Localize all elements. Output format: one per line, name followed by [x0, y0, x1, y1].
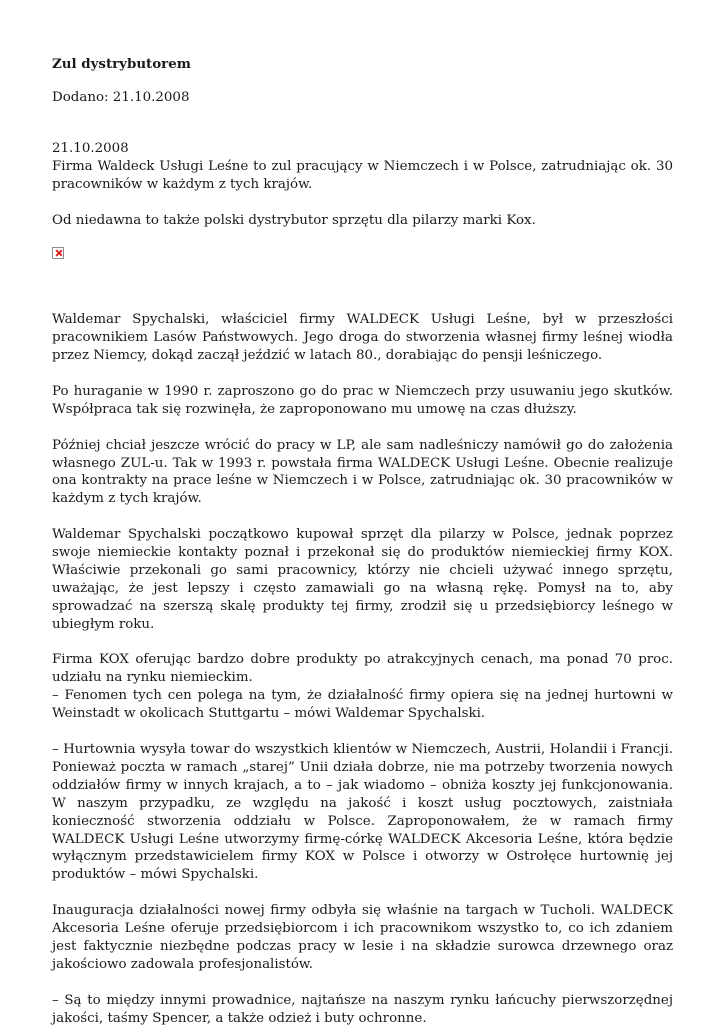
- paragraph: Waldemar Spychalski początkowo kupował sprzęt dla pilarzy w Polsce, jednak poprzez swoje niemieckie kontakty poznał i przekonał się do produktów niemieckiej firmy KOX. Właściwie przekonali go sami pracownicy, którzy nie chcieli używać innego sprzętu, uważając, że jest lepszy i często zamawiali go na własną rękę. Pomysł na to, aby sprowadzać na szerszą skalę produkty tej firmy, zrodził się u przedsiębiorcy leśnego w ubiegłym roku.: [52, 527, 673, 632]
- paragraph: Później chciał jeszcze wrócić do pracy w LP, ale sam nadleśniczy namówił go do założenia własnego ZUL-u. Tak w 1993 r. powstała firma WALDECK Usługi Leśne. Obecnie realizuje ona kontrakty na prace leśne w Niemczech i w Polsce, zatrudniając ok. 30 pracowników w każdym z tych krajów.: [52, 437, 673, 507]
- paragraph: Waldemar Spychalski, właściciel firmy WALDECK Usługi Leśne, był w przeszłości pracownikiem Lasów Państwowych. Jego droga do stworzenia własnej firmy leśnej wiodła przez Niemcy, dokąd zaczął jeździć w latach 80., dorabiając do pensji leśniczego.: [52, 312, 673, 364]
- article-title: Zul dystrybutorem: [52, 56, 191, 72]
- paragraph: Firma Waldeck Usługi Leśne to zul pracujący w Niemczech i w Polsce, zatrudniając ok. 30 pracowników w każdym z tych krajów.: [52, 158, 673, 192]
- paragraph: – Są to między innymi prowadnice, najtańsze na naszym rynku łańcuchy pierwszorzędnej jakości, taśmy Spencer, a także odzież i buty ochronne.: [52, 992, 673, 1026]
- added-date: Dodano: 21.10.2008: [52, 90, 190, 105]
- paragraph: – Fenomen tych cen polega na tym, że działalność firmy opiera się na jednej hurtowni w Weinstadt w okolicach Stuttgartu – mówi Waldemar Spychalski.: [52, 688, 673, 722]
- article-date: 21.10.2008: [52, 140, 129, 156]
- paragraph: Firma KOX oferując bardzo dobre produkty po atrakcyjnych cenach, ma ponad 70 proc. udziału na rynku niemieckim.: [52, 652, 673, 686]
- broken-image-icon: [52, 247, 64, 259]
- paragraph: – Hurtownia wysyła towar do wszystkich klientów w Niemczech, Austrii, Holandii i Francji. Ponieważ poczta w ramach „starej” Unii działa dobrze, nie ma potrzeby tworzenia nowych oddziałów firmy w innych krajach, a to – jak wiadomo – obniża koszty jej funkcjonowania. W naszym przypadku, ze względu na jakość i koszt usług pocztowych, zaistniała konieczność stworzenia oddziału w Polsce. Zaproponowałem, że w ramach firmy WALDECK Usługi Leśne utworzymy firmę-córkę WALDECK Akcesoria Leśne, która będzie wyłącznym przedstawicielem firmy KOX w Polsce i otworzy w Ostrołęce hurtownię jej produktów – mówi Spychalski.: [52, 742, 673, 883]
- article-image: [52, 229, 673, 265]
- paragraph: Od niedawna to także polski dystrybutor sprzętu dla pilarzy marki Kox.: [52, 212, 536, 228]
- article: [52, 55, 673, 1027]
- paragraph: Po huraganie w 1990 r. zaproszono go do prac w Niemczech przy usuwaniu jego skutków. Współpraca tak się rozwinęła, że zaproponowano mu umowę na czas dłuższy.: [52, 383, 673, 417]
- paragraph: Inauguracja działalności nowej firmy odbyła się właśnie na targach w Tucholi. WALDECK Akcesoria Leśne oferuje przedsiębiorcom i ich pracownikom wszystko to, co ich zdaniem jest faktycznie niezbędne podczas pracy w lesie i na składzie surowca drzewnego oraz jakościowo zadowala profesjonalistów.: [52, 903, 673, 972]
